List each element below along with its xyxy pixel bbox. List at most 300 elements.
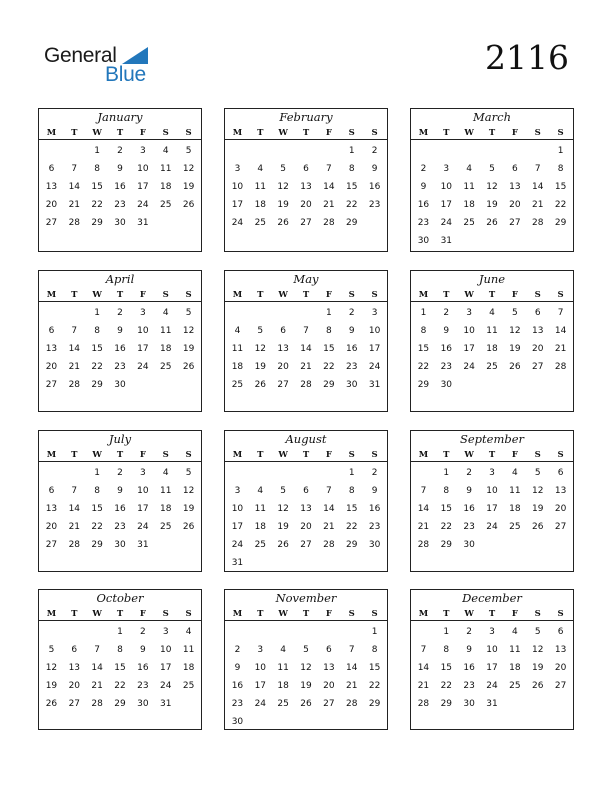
day-cell: 16 xyxy=(231,681,244,691)
week-row xyxy=(225,214,387,232)
day-cell: 24 xyxy=(368,362,381,372)
weekday-label: S xyxy=(162,609,169,619)
day-cell: 23 xyxy=(114,522,126,532)
week-row xyxy=(411,142,573,160)
day-cell: 8 xyxy=(348,164,355,174)
month-august xyxy=(224,430,388,572)
month-name: November xyxy=(275,591,337,605)
week-row xyxy=(225,358,387,376)
day-cell: 9 xyxy=(420,182,427,192)
day-cell: 6 xyxy=(48,486,55,496)
day-cell: 3 xyxy=(140,308,146,318)
day-cell: 16 xyxy=(463,663,475,673)
week-row xyxy=(411,482,573,500)
week-row xyxy=(411,464,573,482)
day-cell: 2 xyxy=(117,308,123,318)
days-grid xyxy=(39,621,201,713)
weekday-label: S xyxy=(185,450,192,460)
day-cell: 16 xyxy=(463,504,475,514)
day-cell: 20 xyxy=(45,362,58,372)
day-cell: 27 xyxy=(554,522,567,532)
month-name: March xyxy=(473,110,511,124)
month-january xyxy=(38,108,202,252)
month-name: April xyxy=(105,272,135,286)
weekday-label: T xyxy=(116,290,124,300)
day-cell: 16 xyxy=(368,182,381,192)
month-name: September xyxy=(459,432,525,446)
day-cell xyxy=(249,623,272,641)
day-cell: 24 xyxy=(231,218,244,228)
weekday-label: T xyxy=(257,128,264,138)
day-cell: 3 xyxy=(466,308,473,318)
day-cell: 22 xyxy=(323,362,335,372)
day-cell: 13 xyxy=(323,663,335,673)
day-cell: 17 xyxy=(137,504,149,514)
day-cell: 12 xyxy=(300,663,312,673)
weekday-label: T xyxy=(302,128,310,138)
weekday-label: S xyxy=(534,128,541,138)
day-cell: 21 xyxy=(417,681,430,691)
day-cell: 24 xyxy=(160,681,172,691)
day-cell: 18 xyxy=(277,681,289,691)
day-cell: 3 xyxy=(443,164,450,174)
day-cell: 30 xyxy=(417,236,430,246)
day-cell: 22 xyxy=(346,522,358,532)
day-cell xyxy=(40,142,63,160)
weekday-label: M xyxy=(46,609,57,619)
weekday-label: F xyxy=(139,450,146,460)
day-cell: 2 xyxy=(371,468,378,478)
day-cell: 8 xyxy=(326,326,332,336)
weekday-label: T xyxy=(302,290,310,300)
day-cell: 26 xyxy=(532,681,544,691)
week-row xyxy=(411,304,573,322)
day-cell: 18 xyxy=(254,200,267,210)
day-cell: 14 xyxy=(417,504,430,514)
weekday-label: W xyxy=(464,450,474,460)
day-cell: 23 xyxy=(440,362,453,372)
week-row xyxy=(225,482,387,500)
week-row xyxy=(39,536,201,554)
days-grid xyxy=(225,621,387,731)
weekday-label: F xyxy=(511,609,518,619)
day-cell: 2 xyxy=(117,468,123,478)
day-cell: 25 xyxy=(182,681,195,691)
weekday-label: T xyxy=(71,290,78,300)
month-april xyxy=(38,270,202,412)
day-cell: 11 xyxy=(509,645,521,655)
day-cell: 18 xyxy=(182,663,195,673)
day-cell xyxy=(272,623,295,641)
weekday-header xyxy=(225,448,387,462)
day-cell: 20 xyxy=(554,663,567,673)
weekday-header xyxy=(39,607,201,621)
day-cell: 10 xyxy=(231,504,244,514)
weekday-label: M xyxy=(418,609,429,619)
month-march xyxy=(410,108,574,252)
day-cell: 11 xyxy=(160,164,172,174)
day-cell: 5 xyxy=(48,645,55,655)
week-row xyxy=(39,304,201,322)
day-cell: 12 xyxy=(532,486,544,496)
day-cell xyxy=(481,536,504,554)
weekday-label: T xyxy=(116,609,124,619)
day-cell xyxy=(340,713,363,731)
weekday-label: W xyxy=(92,128,102,138)
day-cell: 18 xyxy=(160,344,172,354)
weekday-label: T xyxy=(443,450,450,460)
day-cell: 10 xyxy=(137,486,149,496)
day-cell: 27 xyxy=(509,218,521,228)
day-cell: 6 xyxy=(303,486,309,496)
day-cell: 12 xyxy=(509,326,521,336)
day-cell: 14 xyxy=(300,344,312,354)
weekday-header xyxy=(39,126,201,140)
weekday-header xyxy=(411,607,573,621)
day-cell: 9 xyxy=(371,164,378,174)
day-cell: 4 xyxy=(234,326,241,336)
day-cell: 4 xyxy=(512,627,518,637)
day-cell xyxy=(154,376,177,394)
day-cell xyxy=(295,623,318,641)
day-cell: 18 xyxy=(231,362,244,372)
day-cell: 1 xyxy=(443,627,450,637)
day-cell xyxy=(549,232,572,250)
day-cell: 19 xyxy=(532,504,544,514)
day-cell xyxy=(226,142,249,160)
day-cell: 15 xyxy=(91,504,103,514)
day-cell xyxy=(177,695,200,713)
day-cell: 12 xyxy=(45,663,58,673)
week-row xyxy=(225,160,387,178)
weekday-label: W xyxy=(464,609,474,619)
day-cell: 28 xyxy=(68,380,81,390)
day-cell: 11 xyxy=(509,486,521,496)
day-cell: 23 xyxy=(463,522,475,532)
day-cell: 5 xyxy=(280,486,287,496)
week-row xyxy=(39,659,201,677)
day-cell: 26 xyxy=(254,380,267,390)
week-row xyxy=(39,464,201,482)
day-cell: 20 xyxy=(68,681,81,691)
day-cell xyxy=(458,142,481,160)
weekday-label: M xyxy=(418,290,429,300)
week-row xyxy=(225,695,387,713)
day-cell: 25 xyxy=(486,362,498,372)
weekday-label: F xyxy=(139,609,146,619)
day-cell: 25 xyxy=(463,218,475,228)
day-cell: 6 xyxy=(534,308,541,318)
day-cell xyxy=(481,232,504,250)
day-cell: 3 xyxy=(140,468,146,478)
day-cell: 5 xyxy=(534,627,541,637)
day-cell: 22 xyxy=(91,362,103,372)
weekday-label: F xyxy=(139,128,146,138)
week-row xyxy=(39,482,201,500)
day-cell: 26 xyxy=(182,522,195,532)
day-cell: 28 xyxy=(532,218,544,228)
week-row xyxy=(411,358,573,376)
logo-word-blue: Blue xyxy=(105,63,146,86)
day-cell: 29 xyxy=(440,699,453,709)
week-row xyxy=(225,304,387,322)
weekday-label: S xyxy=(348,290,355,300)
weekday-label: F xyxy=(511,290,518,300)
weekday-header xyxy=(39,448,201,462)
day-cell: 15 xyxy=(440,504,453,514)
day-cell: 15 xyxy=(346,182,358,192)
week-row xyxy=(411,214,573,232)
day-cell: 13 xyxy=(300,504,312,514)
weekday-label: T xyxy=(443,128,450,138)
day-cell: 18 xyxy=(254,522,267,532)
day-cell: 12 xyxy=(182,326,195,336)
day-cell: 21 xyxy=(323,522,335,532)
day-cell: 19 xyxy=(300,681,312,691)
week-row xyxy=(411,322,573,340)
day-cell: 12 xyxy=(254,344,267,354)
day-cell: 23 xyxy=(368,522,381,532)
week-row xyxy=(39,641,201,659)
weekday-label: S xyxy=(162,450,169,460)
day-cell: 8 xyxy=(557,164,564,174)
day-cell: 13 xyxy=(45,504,58,514)
weekday-header xyxy=(411,126,573,140)
day-cell xyxy=(249,554,272,572)
weekday-label: F xyxy=(511,450,518,460)
day-cell: 28 xyxy=(323,218,335,228)
day-cell: 13 xyxy=(45,182,58,192)
day-cell: 11 xyxy=(182,645,195,655)
day-cell xyxy=(63,304,86,322)
day-cell: 28 xyxy=(554,362,567,372)
day-cell: 25 xyxy=(160,200,172,210)
day-cell xyxy=(226,623,249,641)
week-row xyxy=(39,178,201,196)
day-cell: 22 xyxy=(440,681,453,691)
day-cell: 1 xyxy=(557,146,564,156)
day-cell: 14 xyxy=(323,182,335,192)
day-cell: 7 xyxy=(71,164,78,174)
day-cell: 29 xyxy=(368,699,381,709)
day-cell xyxy=(503,536,526,554)
day-cell xyxy=(526,536,549,554)
weekday-label: M xyxy=(46,450,57,460)
day-cell: 22 xyxy=(91,522,103,532)
day-cell: 11 xyxy=(254,504,267,514)
day-cell xyxy=(317,554,340,572)
day-cell: 16 xyxy=(114,344,126,354)
day-cell: 20 xyxy=(277,362,289,372)
week-row xyxy=(411,623,573,641)
day-cell: 29 xyxy=(554,218,567,228)
day-cell: 1 xyxy=(94,468,101,478)
weekday-label: S xyxy=(185,128,192,138)
day-cell: 24 xyxy=(137,522,149,532)
day-cell: 24 xyxy=(137,200,149,210)
day-cell: 1 xyxy=(117,627,123,637)
day-cell: 12 xyxy=(532,645,544,655)
day-cell: 6 xyxy=(512,164,518,174)
week-row xyxy=(225,196,387,214)
day-cell: 15 xyxy=(91,182,103,192)
day-cell: 18 xyxy=(463,200,475,210)
week-row xyxy=(225,464,387,482)
day-cell: 1 xyxy=(94,146,101,156)
day-cell: 14 xyxy=(68,504,81,514)
day-cell: 24 xyxy=(440,218,453,228)
day-cell: 13 xyxy=(68,663,81,673)
day-cell: 14 xyxy=(554,326,567,336)
day-cell: 10 xyxy=(486,645,498,655)
day-cell: 27 xyxy=(68,699,81,709)
day-cell: 6 xyxy=(557,627,564,637)
day-cell xyxy=(503,142,526,160)
day-cell: 30 xyxy=(346,380,358,390)
weekday-label: W xyxy=(278,290,288,300)
day-cell: 1 xyxy=(348,146,355,156)
day-cell: 20 xyxy=(300,522,312,532)
days-grid xyxy=(411,621,573,713)
day-cell: 9 xyxy=(371,486,378,496)
day-cell: 29 xyxy=(91,380,103,390)
week-row xyxy=(39,695,201,713)
day-cell: 19 xyxy=(182,182,195,192)
day-cell: 2 xyxy=(117,146,123,156)
generalblue-logo xyxy=(44,44,164,88)
day-cell: 5 xyxy=(185,308,192,318)
day-cell xyxy=(412,464,435,482)
month-september xyxy=(410,430,574,572)
weekday-label: M xyxy=(232,609,243,619)
day-cell: 14 xyxy=(417,663,430,673)
day-cell: 5 xyxy=(185,146,192,156)
week-row xyxy=(225,554,387,572)
month-name: June xyxy=(478,272,506,286)
day-cell: 26 xyxy=(182,362,195,372)
weekday-label: T xyxy=(71,450,78,460)
day-cell: 12 xyxy=(182,486,195,496)
weekday-label: F xyxy=(325,128,332,138)
weekday-label: S xyxy=(348,609,355,619)
day-cell xyxy=(272,464,295,482)
day-cell: 14 xyxy=(68,182,81,192)
day-cell: 6 xyxy=(280,326,287,336)
day-cell: 3 xyxy=(489,468,495,478)
day-cell: 27 xyxy=(300,540,312,550)
day-cell: 7 xyxy=(420,645,427,655)
month-june xyxy=(410,270,574,412)
day-cell: 29 xyxy=(346,540,358,550)
day-cell: 4 xyxy=(512,468,518,478)
week-row xyxy=(39,196,201,214)
day-cell: 28 xyxy=(323,540,335,550)
day-cell: 8 xyxy=(443,486,450,496)
days-grid xyxy=(411,302,573,394)
day-cell: 31 xyxy=(160,699,172,709)
day-cell: 6 xyxy=(48,326,55,336)
day-cell: 7 xyxy=(326,164,332,174)
day-cell: 8 xyxy=(443,645,450,655)
day-cell: 19 xyxy=(277,522,289,532)
day-cell: 14 xyxy=(68,344,81,354)
day-cell xyxy=(295,304,318,322)
day-cell xyxy=(317,142,340,160)
day-cell: 28 xyxy=(300,380,312,390)
day-cell: 31 xyxy=(137,218,149,228)
day-cell: 26 xyxy=(277,540,289,550)
weekday-label: T xyxy=(488,609,496,619)
day-cell: 17 xyxy=(486,504,498,514)
day-cell: 2 xyxy=(466,468,473,478)
day-cell: 4 xyxy=(257,164,264,174)
day-cell: 19 xyxy=(182,504,195,514)
day-cell: 9 xyxy=(466,645,473,655)
day-cell: 21 xyxy=(323,200,335,210)
day-cell: 30 xyxy=(114,380,126,390)
day-cell: 2 xyxy=(234,645,241,655)
weekday-label: M xyxy=(232,290,243,300)
day-cell xyxy=(481,376,504,394)
day-cell: 10 xyxy=(463,326,475,336)
day-cell: 30 xyxy=(368,540,381,550)
days-grid xyxy=(39,140,201,232)
day-cell: 25 xyxy=(160,522,172,532)
day-cell: 14 xyxy=(532,182,544,192)
day-cell xyxy=(317,464,340,482)
day-cell: 28 xyxy=(91,699,103,709)
weekday-label: M xyxy=(232,450,243,460)
day-cell: 17 xyxy=(368,344,381,354)
week-row xyxy=(39,358,201,376)
day-cell: 11 xyxy=(277,663,289,673)
week-row xyxy=(225,659,387,677)
day-cell: 3 xyxy=(257,645,264,655)
weekday-label: W xyxy=(92,450,102,460)
weekday-label: T xyxy=(488,290,496,300)
day-cell: 29 xyxy=(91,218,103,228)
days-grid xyxy=(225,140,387,232)
day-cell: 30 xyxy=(440,380,453,390)
weekday-label: T xyxy=(116,128,124,138)
week-row xyxy=(225,178,387,196)
day-cell: 18 xyxy=(509,504,521,514)
day-cell: 2 xyxy=(140,627,146,637)
weekday-label: T xyxy=(302,450,310,460)
day-cell: 26 xyxy=(300,699,312,709)
day-cell: 13 xyxy=(277,344,289,354)
day-cell xyxy=(295,464,318,482)
day-cell: 6 xyxy=(557,468,564,478)
day-cell: 10 xyxy=(486,486,498,496)
day-cell: 10 xyxy=(137,326,149,336)
day-cell: 14 xyxy=(91,663,103,673)
day-cell: 13 xyxy=(532,326,544,336)
week-row xyxy=(225,322,387,340)
day-cell: 4 xyxy=(162,146,169,156)
day-cell: 28 xyxy=(417,540,430,550)
day-cell xyxy=(526,695,549,713)
month-name: August xyxy=(285,432,327,446)
day-cell: 6 xyxy=(71,645,78,655)
week-row xyxy=(411,232,573,250)
day-cell xyxy=(363,554,386,572)
day-cell: 8 xyxy=(371,645,378,655)
week-row xyxy=(225,142,387,160)
day-cell: 10 xyxy=(368,326,381,336)
weekday-label: S xyxy=(162,290,169,300)
day-cell: 20 xyxy=(300,200,312,210)
